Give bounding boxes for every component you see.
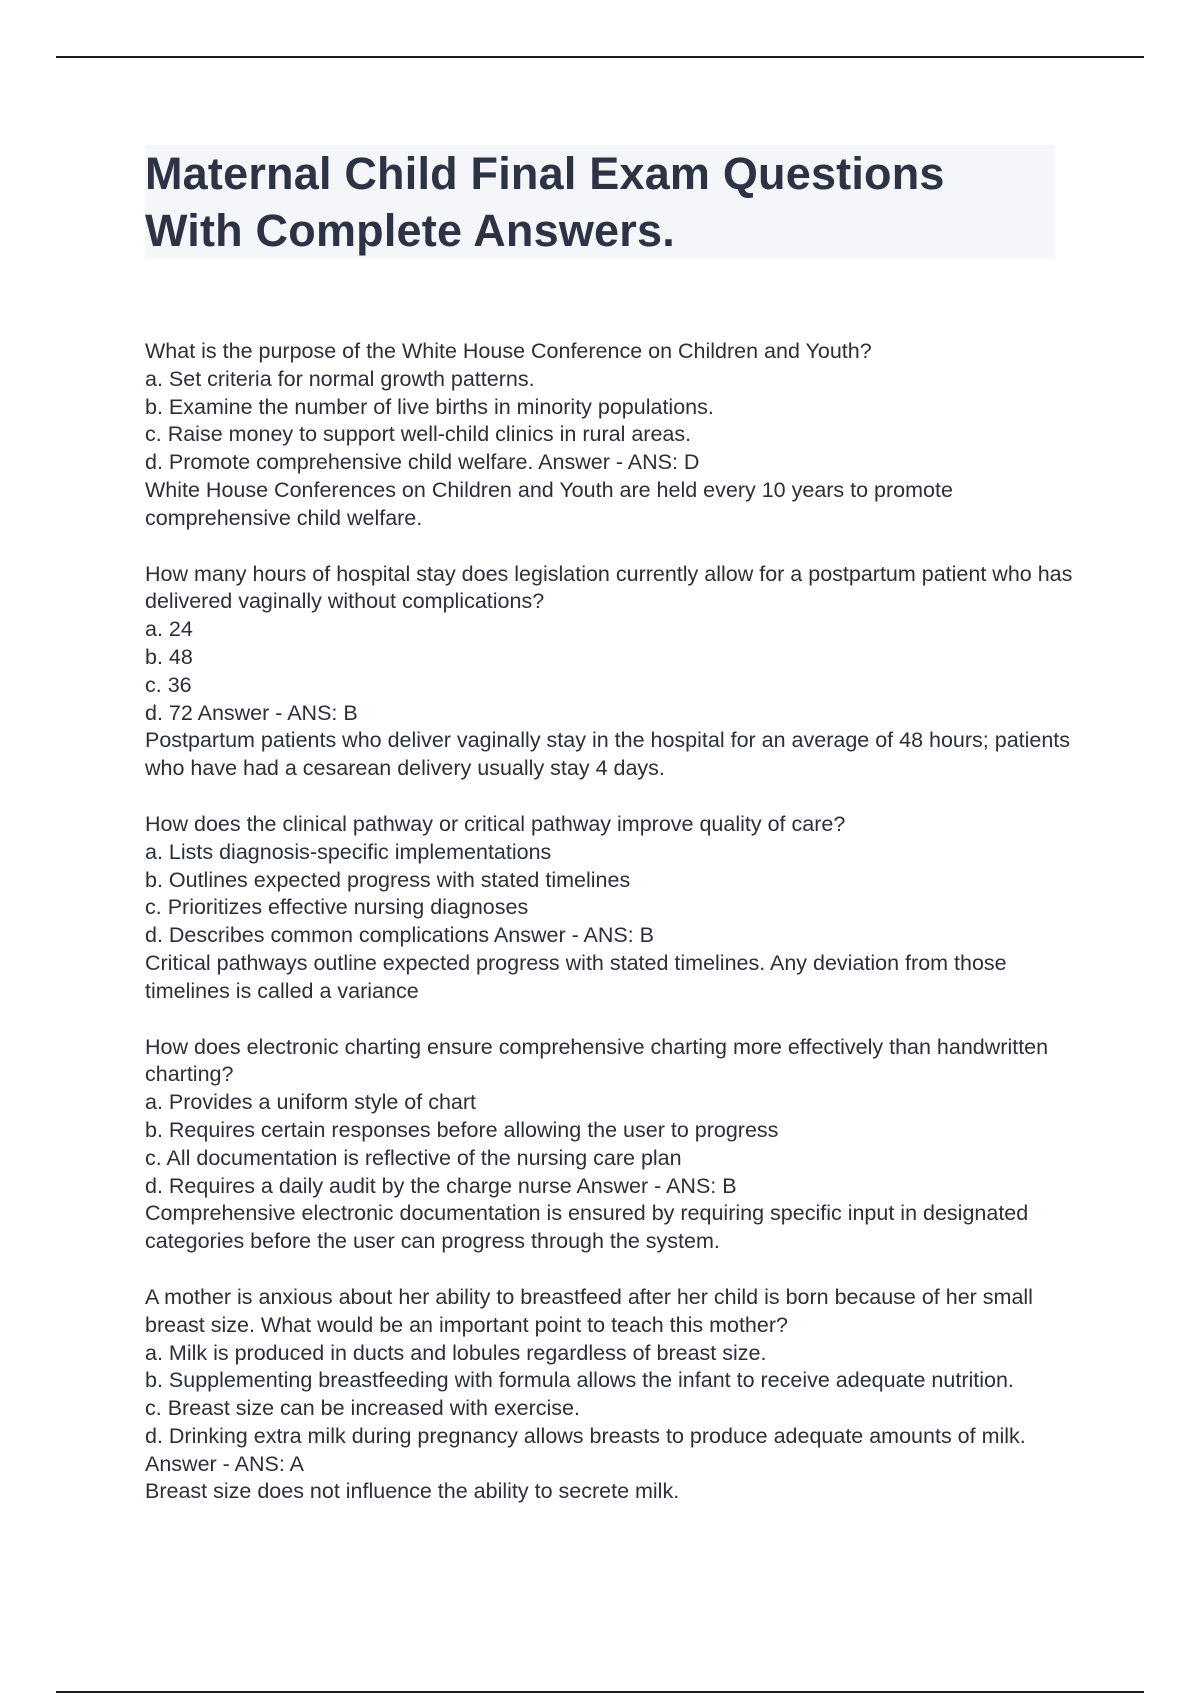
question-text: How does the clinical pathway or critical pathway improve quality of care?	[145, 811, 846, 836]
option-b: b. 48	[145, 644, 193, 669]
question-text: A mother is anxious about her ability to breastfeed after her child is born because of her small breast size. What would be an important point to teach this mother?	[145, 1284, 1039, 1337]
rationale: White House Conferences on Children and Youth are held every 10 years to promote comprehensive child welfare.	[145, 477, 959, 530]
option-c: c. All documentation is reflective of the nursing care plan	[145, 1145, 682, 1170]
option-d-answer: d. Drinking extra milk during pregnancy allows breasts to produce adequate amounts of milk. Answer - ANS: A	[145, 1423, 1031, 1476]
option-b: b. Outlines expected progress with stated timelines	[145, 867, 631, 892]
question-text: How many hours of hospital stay does legislation currently allow for a postpartum patient who has delivered vaginally without complications?	[145, 561, 1079, 614]
option-b: b. Requires certain responses before allowing the user to progress	[145, 1117, 779, 1142]
footer-rule	[56, 1691, 1144, 1693]
question-block	[145, 1034, 1075, 1256]
rationale: Critical pathways outline expected progress with stated timelines. Any deviation from those timelines is called a variance	[145, 950, 1013, 1003]
question-block	[145, 811, 1075, 1006]
option-a: a. Provides a uniform style of chart	[145, 1090, 477, 1115]
rationale: Comprehensive electronic documentation is ensured by requiring specific input in designated categories before the user can progress through the system.	[145, 1201, 1035, 1254]
option-b: b. Examine the number of live births in minority populations.	[145, 394, 714, 419]
option-b: b. Supplementing breastfeeding with formula allows the infant to receive adequate nutrition.	[145, 1368, 1014, 1393]
rationale: Postpartum patients who deliver vaginally stay in the hospital for an average of 48 hours; patients who have had a cesarean delivery usually stay 4 days.	[145, 728, 1077, 781]
option-a: a. Milk is produced in ducts and lobules regardless of breast size.	[145, 1340, 767, 1365]
option-a: a. Set criteria for normal growth patterns.	[145, 366, 535, 391]
option-c: c. Raise money to support well-child clinics in rural areas.	[145, 422, 692, 447]
option-d-answer: d. Describes common complications Answer - ANS: B	[145, 923, 655, 948]
option-d-answer: d. 72 Answer - ANS: B	[145, 700, 358, 725]
option-a: a. 24	[145, 617, 193, 642]
header-rule	[56, 56, 1144, 58]
question-block	[145, 338, 1075, 533]
question-block	[145, 1284, 1075, 1506]
option-d-answer: d. Requires a daily audit by the charge nurse Answer - ANS: B	[145, 1173, 737, 1198]
option-d-answer: d. Promote comprehensive child welfare. Answer - ANS: D	[145, 450, 700, 475]
document-title: Maternal Child Final Exam Questions With Complete Answers.	[145, 148, 945, 256]
option-c: c. Prioritizes effective nursing diagnoses	[145, 895, 529, 920]
question-text: What is the purpose of the White House Conference on Children and Youth?	[145, 339, 872, 363]
questions-list	[145, 338, 1079, 1534]
question-text: How does electronic charting ensure comprehensive charting more effectively than handwritten charting?	[145, 1034, 1055, 1087]
question-block	[145, 561, 1079, 783]
option-c: c. 36	[145, 672, 192, 697]
rationale: Breast size does not influence the ability to secrete milk.	[145, 1479, 680, 1504]
title-box	[145, 145, 1055, 259]
option-c: c. Breast size can be increased with exercise.	[145, 1396, 580, 1421]
option-a: a. Lists diagnosis-specific implementations	[145, 839, 552, 864]
